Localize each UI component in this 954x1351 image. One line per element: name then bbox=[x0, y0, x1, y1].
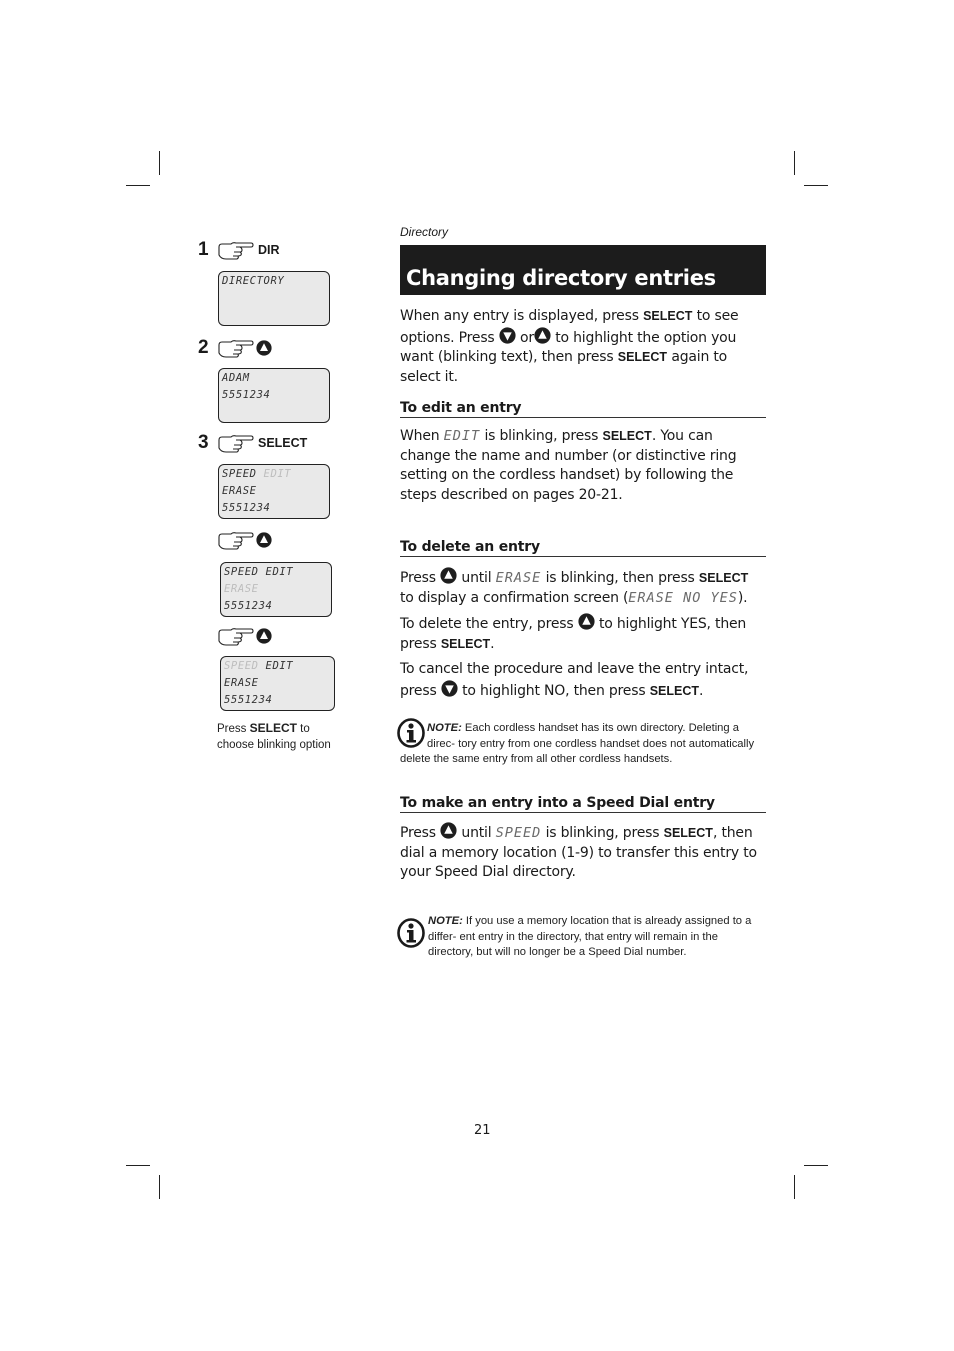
step-key-label: DIR bbox=[258, 243, 280, 257]
pointing-hand-icon bbox=[218, 626, 254, 646]
edit-paragraph: When EDIT is blinking, press SELECT. You can change the name and number (or distinctive ring setting on the cordless handset) by following the steps described on pages 20-21. bbox=[400, 428, 737, 503]
pointing-hand-icon bbox=[218, 338, 254, 358]
lcd-line-2: 5551234 bbox=[222, 389, 271, 401]
crop-mark bbox=[794, 1175, 795, 1199]
step-1 bbox=[198, 239, 280, 261]
lcd-screen-options-erase-blink bbox=[220, 562, 332, 617]
delete-paragraph-3: To cancel the procedure and leave the entry intact, press to highlight NO, then press SELECT. bbox=[400, 661, 749, 699]
up-arrow-button-icon bbox=[440, 567, 457, 584]
lcd-screen-options-speed-blink bbox=[220, 656, 335, 711]
step-number: 3 bbox=[198, 432, 209, 453]
up-arrow-button-icon bbox=[440, 822, 457, 839]
lcd-line-1: SPEED EDIT ERASE bbox=[224, 566, 294, 595]
heading-edit-entry: To edit an entry bbox=[400, 400, 766, 418]
lcd-screen-directory bbox=[218, 271, 330, 326]
step-press-up bbox=[216, 530, 272, 550]
crop-mark bbox=[794, 151, 795, 175]
lcd-line-1: SPEED EDIT ERASE bbox=[224, 660, 294, 689]
lcd-screen-entry bbox=[218, 368, 330, 423]
up-arrow-button-icon bbox=[256, 532, 272, 548]
lcd-line-1: DIRECTORY bbox=[222, 275, 285, 287]
page-title: Changing directory entries bbox=[406, 266, 716, 290]
title-bar bbox=[400, 245, 766, 295]
info-icon bbox=[397, 911, 425, 955]
crop-mark bbox=[159, 1175, 160, 1199]
note-directory: NOTE: Each cordless handset has its own directory. Deleting a direc- tory entry from one cordless handset does not automatically delete the same entry from all other cordless handsets. bbox=[400, 721, 766, 768]
up-arrow-button-icon bbox=[534, 327, 551, 344]
up-arrow-button-icon bbox=[578, 613, 595, 630]
step-2 bbox=[198, 337, 272, 359]
step-3 bbox=[198, 432, 307, 454]
down-arrow-button-icon bbox=[441, 680, 458, 697]
lcd-line-2: 5551234 bbox=[224, 600, 273, 612]
lcd-line-1: SPEED EDIT ERASE bbox=[222, 468, 292, 497]
screen-caption: Press SELECT to choose blinking option bbox=[217, 721, 331, 751]
heading-speed-dial: To make an entry into a Speed Dial entry bbox=[400, 795, 766, 813]
lcd-line-2: 5551234 bbox=[224, 694, 273, 706]
crop-mark bbox=[126, 1165, 150, 1166]
delete-paragraph-2: To delete the entry, press to highlight YES, then press SELECT. bbox=[400, 613, 766, 654]
crop-mark bbox=[804, 1165, 828, 1166]
heading-delete-entry: To delete an entry bbox=[400, 539, 766, 557]
step-number: 1 bbox=[198, 239, 209, 260]
crop-mark bbox=[804, 185, 828, 186]
crop-mark bbox=[126, 185, 150, 186]
step-key-label: SELECT bbox=[258, 436, 308, 450]
up-arrow-button-icon bbox=[256, 628, 272, 644]
section-label: Directory bbox=[400, 225, 449, 239]
delete-paragraph-1: Press until ERASE is blinking, then press SELECT to display a confirmation screen (ERASE NO YES). bbox=[400, 567, 766, 608]
speed-paragraph: Press until SPEED is blinking, press SELECT, then dial a memory location (1-9) to transfer this entry to your Speed Dial directory. bbox=[400, 822, 766, 883]
pointing-hand-icon bbox=[218, 530, 254, 550]
down-arrow-button-icon bbox=[499, 327, 516, 344]
info-icon bbox=[397, 718, 425, 748]
pointing-hand-icon bbox=[218, 240, 254, 260]
lcd-screen-options-edit-blink bbox=[218, 464, 330, 519]
lcd-line-2: 5551234 bbox=[222, 502, 271, 514]
step-number: 2 bbox=[198, 337, 209, 358]
up-arrow-button-icon bbox=[256, 340, 272, 356]
crop-mark bbox=[159, 151, 160, 175]
step-press-up bbox=[216, 626, 272, 646]
lcd-line-1: ADAM bbox=[222, 372, 250, 384]
page-number: 21 bbox=[474, 1123, 491, 1138]
intro-paragraph: When any entry is displayed, press SELECT to see options. Press or to highlight the option you want (blinking text), then press SELECT again to select it. bbox=[400, 308, 739, 385]
pointing-hand-icon bbox=[218, 433, 254, 453]
note-memory-location: NOTE: If you use a memory location that is already assigned to a differ- ent entry in the directory, that entry will remain in the directory, but will no longer be a Speed Dial number. bbox=[400, 914, 766, 961]
